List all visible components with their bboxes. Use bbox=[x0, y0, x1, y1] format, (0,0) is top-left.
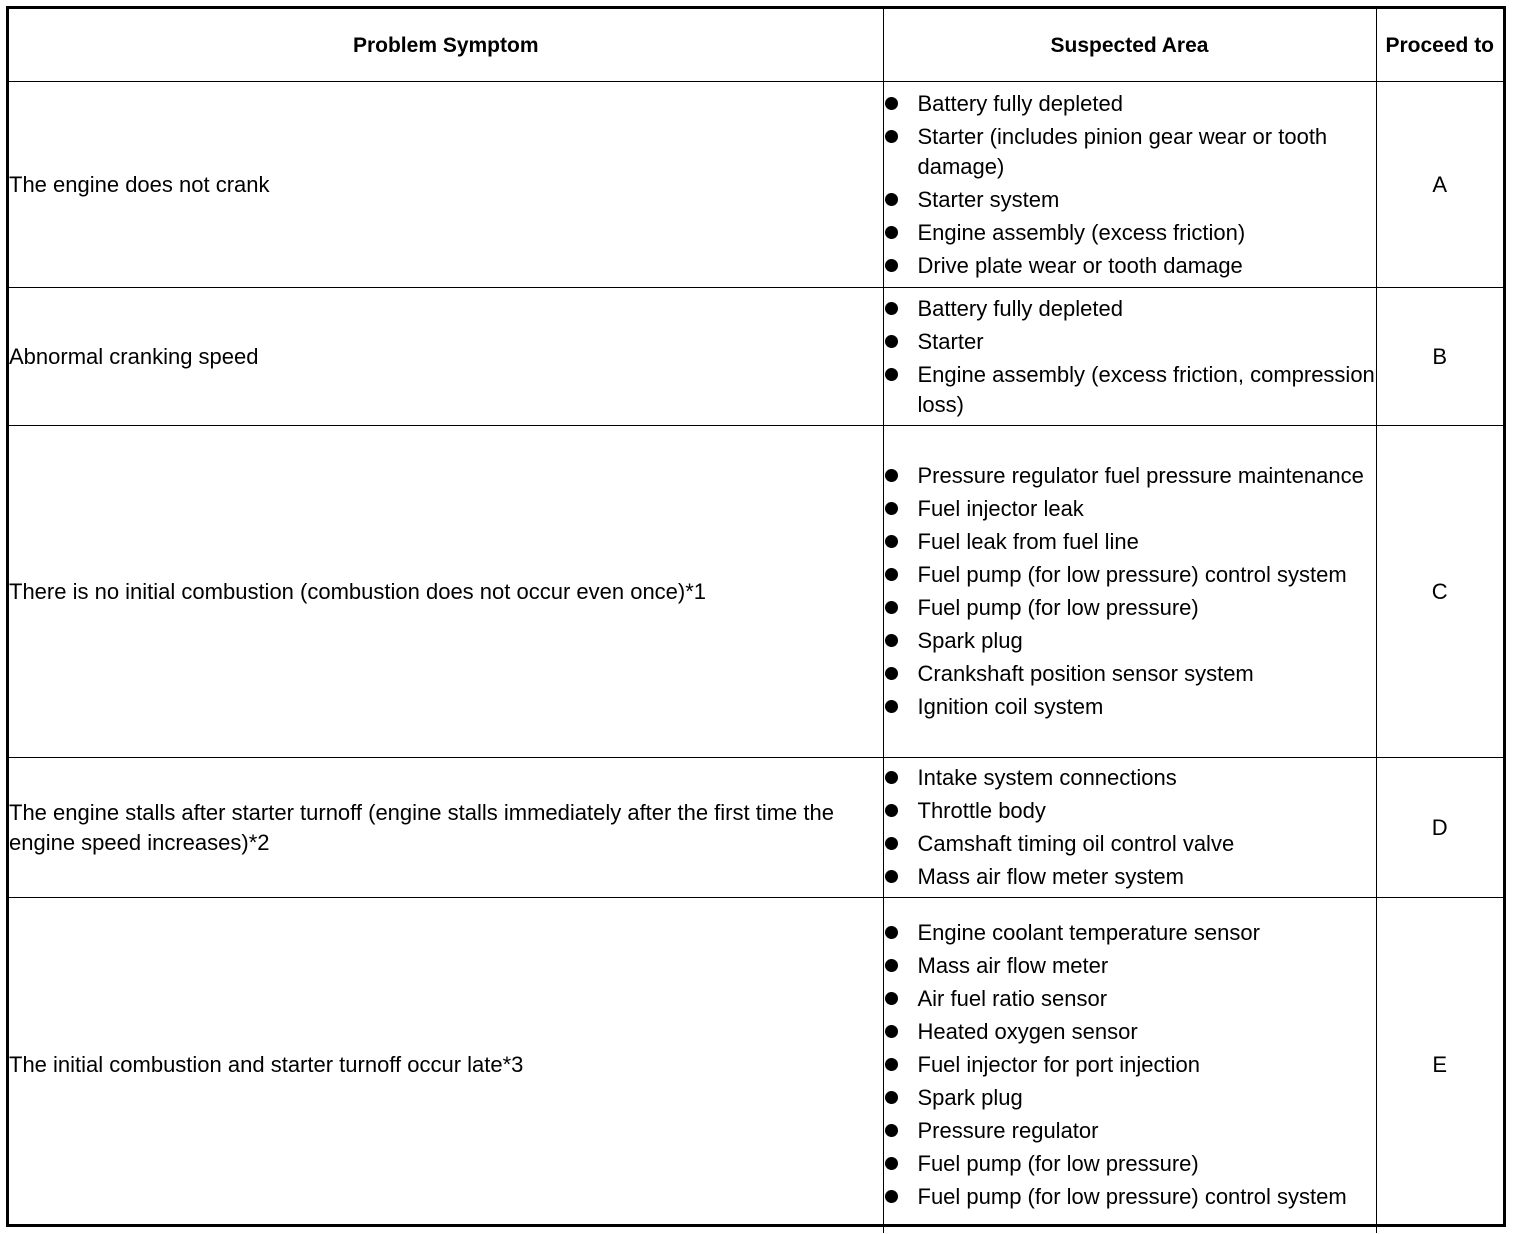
suspected-area-text: Heated oxygen sensor bbox=[917, 1019, 1138, 1045]
suspected-area-text: Battery fully depleted bbox=[917, 295, 1123, 321]
bullet-icon bbox=[885, 959, 898, 972]
suspected-area-text: Camshaft timing oil control valve bbox=[917, 831, 1235, 856]
header-suspected-area: Suspected Area bbox=[883, 9, 1376, 82]
bullet-icon bbox=[885, 804, 898, 817]
suspected-area-cell bbox=[883, 82, 1376, 288]
bullet-icon bbox=[885, 870, 898, 883]
bullet-icon bbox=[885, 926, 898, 939]
bullet-icon bbox=[885, 837, 898, 850]
suspected-area-text: Battery fully depleted bbox=[917, 90, 1123, 116]
table-row bbox=[9, 758, 1503, 898]
suspected-area-text: Pressure regulator fuel pressure maintenance bbox=[917, 463, 1364, 488]
problem-symptom-cell: The engine stalls after starter turnoff (engine stalls immediately after the first time the engine speed increases)*2 bbox=[9, 758, 883, 898]
list-item bbox=[884, 122, 1376, 182]
bullet-icon bbox=[885, 1157, 898, 1170]
suspected-area-text: Ignition coil system bbox=[917, 694, 1104, 719]
list-item bbox=[884, 1182, 1376, 1212]
suspected-area-cell bbox=[883, 898, 1376, 1233]
bullet-icon bbox=[885, 302, 898, 315]
suspected-area-list bbox=[884, 763, 1376, 892]
list-item bbox=[884, 829, 1376, 859]
suspected-area-cell bbox=[883, 758, 1376, 898]
bullet-icon bbox=[885, 368, 898, 381]
suspected-area-text: Engine assembly (excess friction, compression loss) bbox=[917, 361, 1375, 417]
suspected-area-text: Mass air flow meter bbox=[917, 953, 1109, 979]
suspected-area-text: Air fuel ratio sensor bbox=[917, 986, 1108, 1012]
list-item bbox=[884, 862, 1376, 892]
suspected-area-text: Fuel injector leak bbox=[917, 496, 1084, 521]
list-item bbox=[884, 984, 1376, 1014]
header-problem-symptom: Problem Symptom bbox=[9, 9, 883, 82]
table-body bbox=[9, 82, 1503, 1233]
header-proceed-to: Proceed to bbox=[1376, 9, 1503, 82]
list-item bbox=[884, 294, 1376, 324]
list-item bbox=[884, 89, 1376, 119]
bullet-icon bbox=[885, 992, 898, 1005]
bullet-icon bbox=[885, 130, 898, 143]
list-item bbox=[884, 218, 1376, 248]
list-item bbox=[884, 918, 1376, 948]
suspected-area-list bbox=[884, 461, 1376, 722]
bullet-icon bbox=[885, 1025, 898, 1038]
list-item bbox=[884, 494, 1376, 524]
list-item bbox=[884, 185, 1376, 215]
proceed-to-cell: B bbox=[1376, 288, 1503, 426]
list-item bbox=[884, 692, 1376, 722]
suspected-area-list bbox=[884, 294, 1376, 420]
list-item bbox=[884, 327, 1376, 357]
bullet-icon bbox=[885, 535, 898, 548]
list-item bbox=[884, 1149, 1376, 1179]
list-item bbox=[884, 1050, 1376, 1080]
suspected-area-text: Fuel injector for port injection bbox=[917, 1052, 1200, 1078]
suspected-area-text: Spark plug bbox=[917, 628, 1023, 653]
bullet-icon bbox=[885, 601, 898, 614]
suspected-area-text: Drive plate wear or tooth damage bbox=[917, 252, 1243, 278]
proceed-to-cell: D bbox=[1376, 758, 1503, 898]
proceed-to-cell: C bbox=[1376, 426, 1503, 758]
bullet-icon bbox=[885, 568, 898, 581]
bullet-icon bbox=[885, 1124, 898, 1137]
bullet-icon bbox=[885, 1058, 898, 1071]
suspected-area-text: Engine assembly (excess friction) bbox=[917, 219, 1246, 245]
list-item bbox=[884, 659, 1376, 689]
list-item bbox=[884, 1083, 1376, 1113]
table-row bbox=[9, 898, 1503, 1233]
bullet-icon bbox=[885, 97, 898, 110]
header-row bbox=[9, 9, 1503, 82]
troubleshooting-table-frame bbox=[6, 6, 1506, 1227]
bullet-icon bbox=[885, 1091, 898, 1104]
bullet-icon bbox=[885, 771, 898, 784]
suspected-area-text: Pressure regulator bbox=[917, 1118, 1099, 1144]
table-row bbox=[9, 82, 1503, 288]
bullet-icon bbox=[885, 700, 898, 713]
table-row bbox=[9, 288, 1503, 426]
suspected-area-text: Fuel pump (for low pressure) bbox=[917, 595, 1199, 620]
suspected-area-text: Throttle body bbox=[917, 798, 1046, 823]
problem-symptom-cell: The engine does not crank bbox=[9, 82, 883, 288]
suspected-area-text: Engine coolant temperature sensor bbox=[917, 920, 1260, 946]
suspected-area-text: Fuel pump (for low pressure) control system bbox=[917, 562, 1347, 587]
suspected-area-text: Fuel pump (for low pressure) bbox=[917, 1151, 1199, 1177]
list-item bbox=[884, 796, 1376, 826]
proceed-to-cell: A bbox=[1376, 82, 1503, 288]
list-item bbox=[884, 461, 1376, 491]
problem-symptom-cell: Abnormal cranking speed bbox=[9, 288, 883, 426]
table-row bbox=[9, 426, 1503, 758]
bullet-icon bbox=[885, 667, 898, 680]
list-item bbox=[884, 626, 1376, 656]
bullet-icon bbox=[885, 1190, 898, 1203]
problem-symptom-table bbox=[9, 9, 1503, 1233]
suspected-area-text: Spark plug bbox=[917, 1085, 1023, 1111]
suspected-area-text: Starter bbox=[917, 328, 984, 354]
bullet-icon bbox=[885, 193, 898, 206]
list-item bbox=[884, 560, 1376, 590]
bullet-icon bbox=[885, 335, 898, 348]
suspected-area-text: Fuel leak from fuel line bbox=[917, 529, 1139, 554]
bullet-icon bbox=[885, 634, 898, 647]
suspected-area-list bbox=[884, 918, 1376, 1212]
suspected-area-text: Crankshaft position sensor system bbox=[917, 661, 1254, 686]
suspected-area-text: Mass air flow meter system bbox=[917, 864, 1184, 889]
suspected-area-text: Starter system bbox=[917, 186, 1060, 212]
list-item bbox=[884, 360, 1376, 420]
list-item bbox=[884, 1116, 1376, 1146]
bullet-icon bbox=[885, 259, 898, 272]
list-item bbox=[884, 251, 1376, 281]
suspected-area-text: Starter (includes pinion gear wear or tooth damage) bbox=[917, 123, 1328, 179]
bullet-icon bbox=[885, 502, 898, 515]
suspected-area-cell bbox=[883, 426, 1376, 758]
bullet-icon bbox=[885, 469, 898, 482]
suspected-area-text: Fuel pump (for low pressure) control system bbox=[917, 1184, 1347, 1210]
list-item bbox=[884, 527, 1376, 557]
list-item bbox=[884, 951, 1376, 981]
bullet-icon bbox=[885, 226, 898, 239]
proceed-to-cell: E bbox=[1376, 898, 1503, 1233]
problem-symptom-cell: The initial combustion and starter turnoff occur late*3 bbox=[9, 898, 883, 1233]
problem-symptom-cell: There is no initial combustion (combustion does not occur even once)*1 bbox=[9, 426, 883, 758]
list-item bbox=[884, 593, 1376, 623]
suspected-area-cell bbox=[883, 288, 1376, 426]
suspected-area-list bbox=[884, 89, 1376, 281]
list-item bbox=[884, 1017, 1376, 1047]
suspected-area-text: Intake system connections bbox=[917, 765, 1177, 790]
list-item bbox=[884, 763, 1376, 793]
